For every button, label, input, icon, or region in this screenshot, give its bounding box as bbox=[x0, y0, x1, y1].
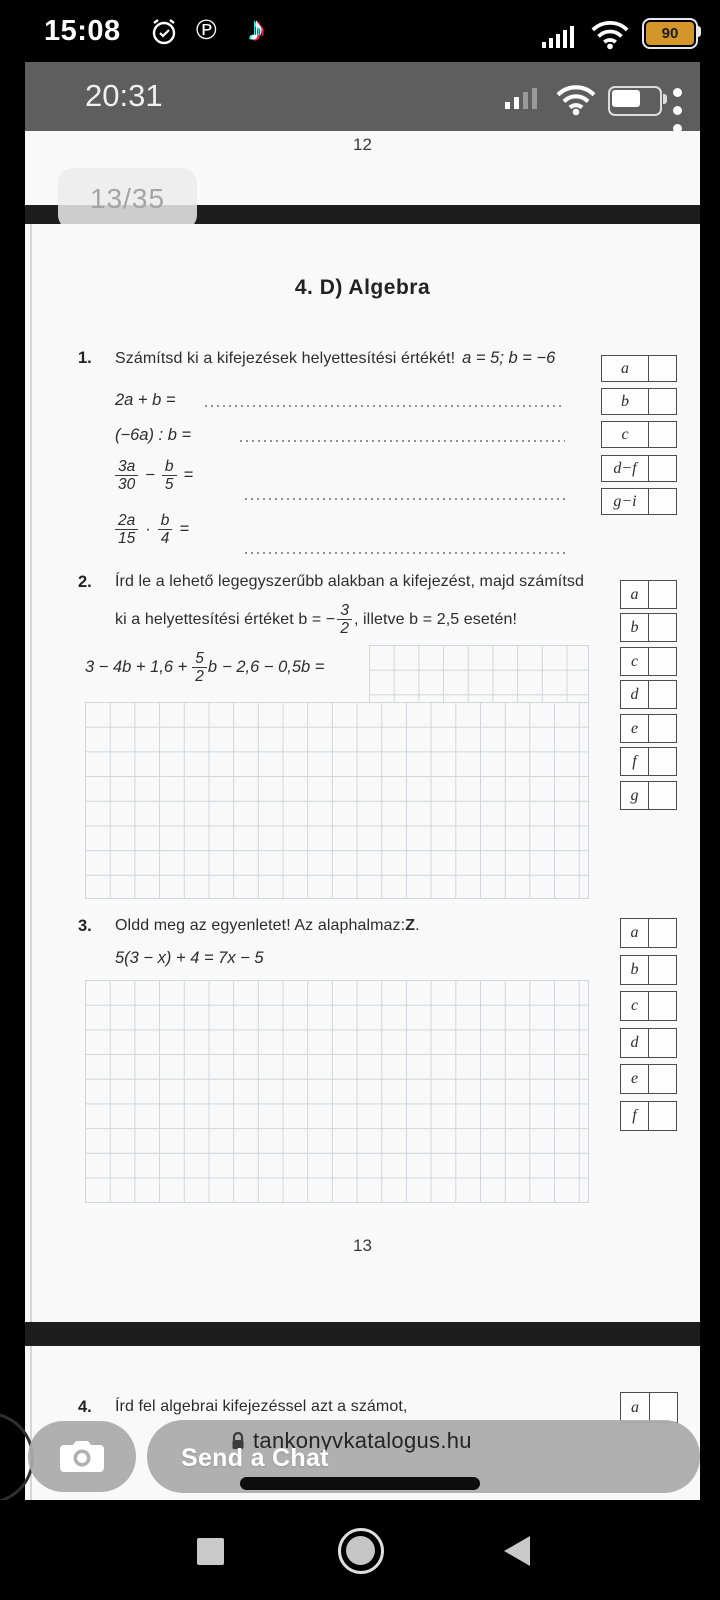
page-13-edge bbox=[30, 224, 32, 1322]
url-text: tankonyvkatalogus.hu bbox=[253, 1428, 472, 1453]
camera-button[interactable] bbox=[28, 1421, 136, 1492]
problem-1-expr-a: 2a + b = bbox=[115, 391, 176, 409]
score-box: g bbox=[620, 781, 677, 810]
camera-icon bbox=[58, 1436, 106, 1476]
score-box: d bbox=[620, 680, 677, 709]
pinterest-icon: ℗ bbox=[196, 14, 217, 45]
problem-3-statement: Oldd meg az egyenletet! Az alaphalmaz: Z . bbox=[115, 917, 420, 934]
score-box: d bbox=[620, 1028, 677, 1058]
page-separator bbox=[25, 1322, 700, 1346]
inner-status-bar bbox=[25, 62, 700, 131]
score-box: c bbox=[620, 647, 677, 676]
inner-clock-time: 20:31 bbox=[85, 78, 163, 113]
answer-line bbox=[245, 552, 565, 554]
signal-icon bbox=[540, 22, 580, 50]
overflow-menu-icon bbox=[673, 88, 682, 133]
score-box: a bbox=[601, 355, 677, 382]
score-box: a bbox=[620, 580, 677, 609]
page-indicator-label: 13/35 bbox=[89, 183, 166, 214]
page-14-edge bbox=[30, 1346, 32, 1500]
battery-icon bbox=[642, 18, 698, 49]
inner-wifi-icon bbox=[555, 84, 597, 116]
score-box: e bbox=[620, 1064, 677, 1094]
score-box: c bbox=[601, 421, 677, 448]
answer-line bbox=[240, 440, 565, 442]
grid-paper bbox=[85, 702, 589, 899]
score-box: a bbox=[620, 918, 677, 948]
score-box: a bbox=[620, 1392, 678, 1423]
problem-1-number: 1. bbox=[78, 349, 92, 367]
problem-1-statement: Számítsd ki a kifejezések helyettesítési értékét! bbox=[115, 349, 456, 367]
problem-3-equation: 5(3 − x) + 4 = 7x − 5 bbox=[115, 949, 264, 967]
score-box: b bbox=[620, 955, 677, 985]
battery-nub bbox=[697, 26, 701, 37]
problem-2-expression: 3 − 4b + 1,6 + $\frac{5}{2}$ b − 2,6 − 0,5b = bbox=[85, 648, 330, 687]
score-box: e bbox=[620, 714, 677, 743]
problem-2-statement-line2: ki a helyettesítési értéket b = − $\frac{3}{2}$ , illetve b = 2,5 esetén! bbox=[115, 602, 517, 638]
score-box: f bbox=[620, 747, 677, 776]
wifi-icon bbox=[590, 20, 630, 50]
score-box: b bbox=[620, 613, 677, 642]
status-bar bbox=[0, 0, 720, 62]
alarm-clock-icon bbox=[148, 16, 180, 48]
grid-paper bbox=[369, 645, 589, 703]
problem-4-statement: Írd fel algebrai kifejezéssel azt a számot, bbox=[115, 1398, 408, 1415]
android-nav-bar bbox=[0, 1500, 720, 1600]
problem-4-number: 4. bbox=[78, 1398, 92, 1416]
score-box: g−i bbox=[601, 488, 677, 515]
clock-time: 15:08 bbox=[44, 15, 121, 47]
tiktok-icon: ♪ bbox=[248, 10, 265, 48]
problem-1-expr-c: $\frac{3a}{30}$ − $\frac{b}{5}$ = bbox=[115, 458, 193, 493]
score-box: b bbox=[601, 388, 677, 415]
problem-2-statement-line1: Írd le a lehető legegyszerűbb alakban a kifejezést, majd számítsd bbox=[115, 573, 584, 590]
answer-line bbox=[245, 498, 565, 500]
battery-percent: 90 bbox=[661, 25, 679, 42]
inner-signal-icon bbox=[503, 86, 545, 112]
score-box: c bbox=[620, 991, 677, 1021]
inner-battery-icon bbox=[608, 86, 662, 116]
send-chat-label: Send a Chat bbox=[181, 1444, 329, 1472]
score-box: d−f bbox=[601, 455, 677, 482]
recents-button[interactable] bbox=[197, 1538, 224, 1565]
home-indicator bbox=[240, 1477, 480, 1490]
problem-2-number: 2. bbox=[78, 573, 92, 591]
problem-1-expr-d: $\frac{2a}{15}$ · $\frac{b}{4}$ = bbox=[115, 512, 189, 547]
problem-1-expr-b: (−6a) : b = bbox=[115, 426, 192, 444]
page-indicator-pill bbox=[58, 168, 197, 230]
page-number-13: 13 bbox=[353, 1236, 372, 1255]
problem-3-number: 3. bbox=[78, 917, 92, 935]
page-number-12: 12 bbox=[353, 135, 372, 154]
back-button[interactable] bbox=[504, 1536, 530, 1566]
score-box: f bbox=[620, 1101, 677, 1131]
grid-paper bbox=[85, 980, 589, 1203]
problem-1-given: a = 5; b = −6 bbox=[462, 349, 556, 367]
inner-battery-nub bbox=[663, 94, 667, 104]
answer-line bbox=[205, 405, 565, 407]
home-button[interactable] bbox=[338, 1528, 384, 1574]
page-title: 4. D) Algebra bbox=[294, 276, 431, 299]
